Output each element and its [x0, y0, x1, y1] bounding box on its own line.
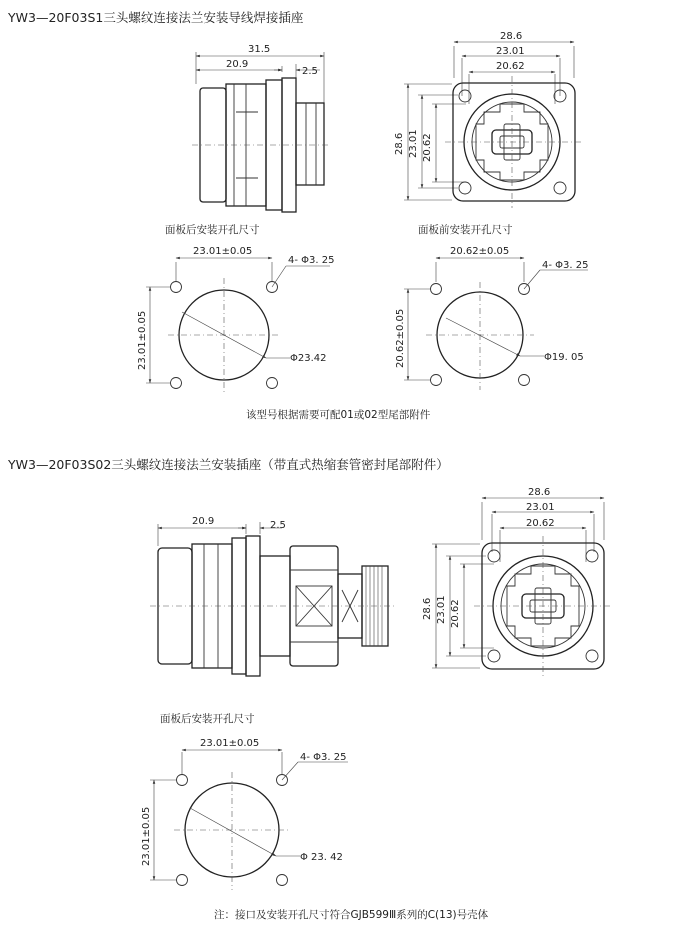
front1-dim-inner-v: 20.62 — [422, 133, 433, 162]
front1-dim-inner: 20.62 — [496, 61, 525, 72]
rear1-dim-h: 23.01±0.05 — [193, 246, 253, 257]
front1-dim-outer: 28.6 — [500, 31, 523, 42]
section1-note: 该型号根据需要可配01或02型尾部附件 — [246, 409, 431, 421]
dim-total-length: 31.5 — [248, 44, 271, 55]
section1-rear-cutout-caption: 面板后安装开孔尺寸 — [165, 224, 260, 236]
rear1-dia: Φ23.42 — [290, 353, 327, 364]
front-cutout1-dia: Φ19. 05 — [544, 352, 584, 363]
front-cutout1-holes: 4- Φ3. 25 — [542, 260, 589, 271]
rear1-dim-v: 23.01±0.05 — [137, 310, 148, 370]
section2-title: YW3—20F03S02三头螺纹连接法兰安装插座（带直式热缩套管密封尾部附件） — [8, 457, 449, 472]
front1-dim-outer-v: 28.6 — [394, 132, 405, 155]
front-view-1 — [394, 31, 582, 208]
front-cutout-1 — [395, 246, 588, 390]
rear-cutout-1 — [137, 246, 334, 392]
front2-dim-inner-v: 20.62 — [450, 599, 461, 628]
section1-front-cutout-caption: 面板前安装开孔尺寸 — [418, 224, 513, 236]
rear2-holes: 4- Φ3. 25 — [300, 752, 347, 763]
front2-dim-outer: 28.6 — [528, 487, 551, 498]
section1-title: YW3—20F03S1三头螺纹连接法兰安装导线焊接插座 — [8, 10, 304, 25]
front1-dim-mid: 23.01 — [496, 46, 525, 57]
side2-dim-flange: 2.5 — [270, 520, 286, 531]
rear-cutout-2 — [141, 738, 348, 890]
side-view-1 — [192, 44, 330, 212]
front2-dim-mid-v: 23.01 — [436, 595, 447, 624]
rear2-dim-v: 23.01±0.05 — [141, 806, 152, 866]
side2-dim-body: 20.9 — [192, 516, 215, 527]
dim-body-length: 20.9 — [226, 59, 249, 70]
front1-dim-mid-v: 23.01 — [408, 129, 419, 158]
front2-dim-outer-v: 28.6 — [422, 597, 433, 620]
rear1-holes: 4- Φ3. 25 — [288, 255, 335, 266]
section2-rear-cutout-caption: 面板后安装开孔尺寸 — [160, 713, 255, 725]
front-cutout1-dim-v: 20.62±0.05 — [395, 308, 406, 368]
dim-flange-thickness: 2.5 — [302, 66, 318, 77]
front2-dim-inner: 20.62 — [526, 518, 555, 529]
front2-dim-mid: 23.01 — [526, 502, 555, 513]
front-view-2 — [422, 487, 612, 676]
side-view-2 — [150, 516, 396, 676]
rear2-dia: Φ 23. 42 — [300, 852, 343, 863]
rear2-dim-h: 23.01±0.05 — [200, 738, 260, 749]
section2-note: 注：接口及安装开孔尺寸符合GJB599Ⅲ系列的C(13)号壳体 — [214, 909, 489, 921]
front-cutout1-dim-h: 20.62±0.05 — [450, 246, 510, 257]
